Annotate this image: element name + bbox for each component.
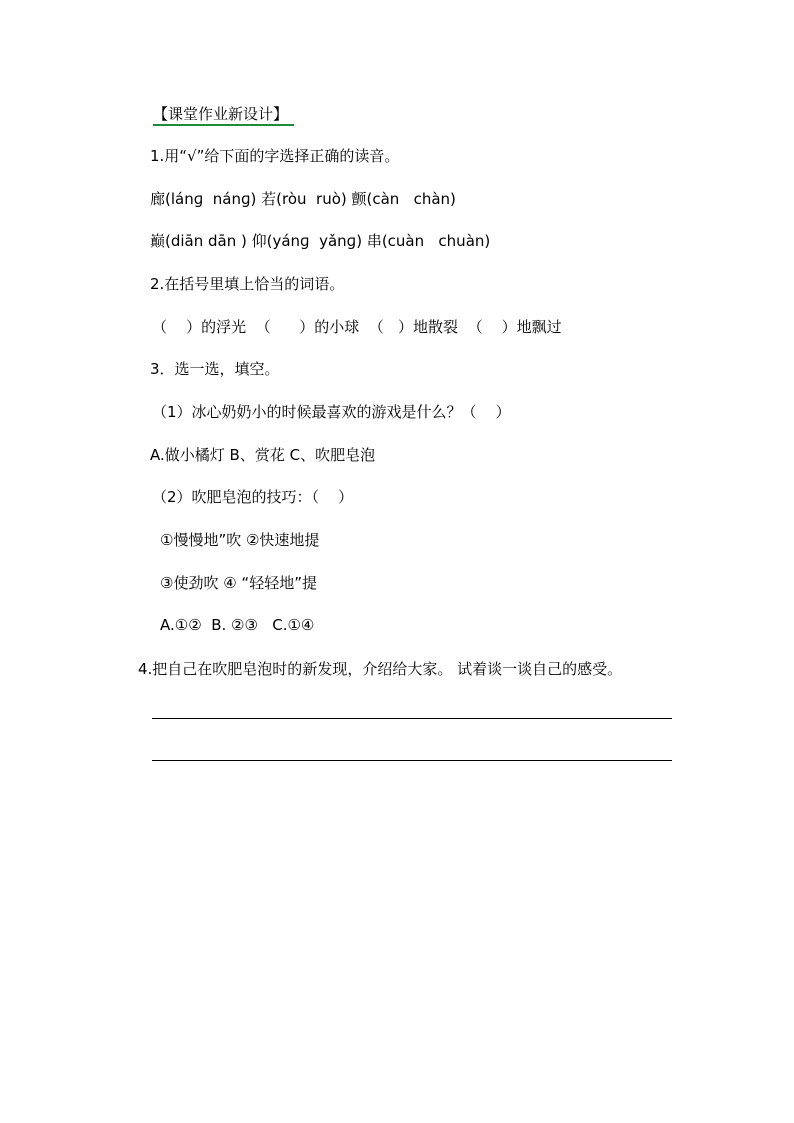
question-3-sub-1-options: A.做小橘灯 B、赏花 C、吹肥皂泡 bbox=[150, 446, 376, 464]
question-3-sub-2-options: A.①② B. ②③ C.①④ bbox=[160, 616, 315, 634]
answer-line-1[interactable] bbox=[152, 718, 672, 719]
question-1-title: 1.用“√”给下面的字选择正确的读音。 bbox=[150, 147, 400, 165]
question-3-title: 3．选一选，填空。 bbox=[150, 360, 280, 378]
question-2-blanks: （ ）的浮光 （ ）的小球 （ ）地散裂 （ ）地飘过 bbox=[152, 318, 562, 336]
section-heading: 【课堂作业新设计】 bbox=[153, 104, 294, 126]
answer-line-2[interactable] bbox=[152, 760, 672, 761]
question-2-title: 2.在括号里填上恰当的词语。 bbox=[150, 275, 345, 293]
question-1-row-2: 巅(diān dān ) 仰(yánɡ yǎnɡ) 串(cuàn chuàn) bbox=[150, 232, 491, 250]
question-3-tips-row-2: ③使劲吹 ④ “轻轻地”提 bbox=[160, 574, 317, 592]
question-1-row-1: 廊(lánɡ nánɡ) 若(ròu ruò) 颤(càn chàn) bbox=[150, 190, 456, 208]
question-3-tips-row-1: ①慢慢地”吹 ②快速地提 bbox=[160, 531, 320, 549]
question-3-sub-1: （1）冰心奶奶小的时候最喜欢的游戏是什么？（ ） bbox=[152, 403, 511, 421]
question-3-sub-2: （2）吹肥皂泡的技巧：（ ） bbox=[152, 488, 354, 506]
question-4-title: 4.把自己在吹肥皂泡时的新发现，介绍给大家。 试着谈一谈自己的感受。 bbox=[138, 660, 623, 678]
